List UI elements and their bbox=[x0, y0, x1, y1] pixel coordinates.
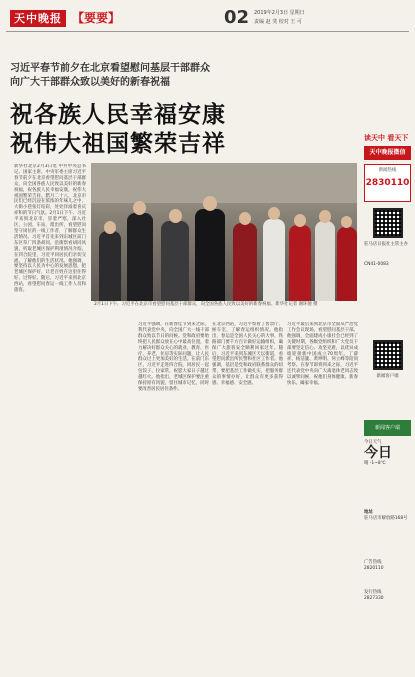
weather-label: 今日天气 bbox=[364, 440, 382, 445]
editor-credits: 责编 赵 斐 校对 王 可 bbox=[254, 19, 302, 25]
photo-figure-head bbox=[203, 196, 217, 211]
photo-figure bbox=[315, 221, 335, 301]
issn-number: CN41-0083 bbox=[364, 262, 389, 267]
masthead bbox=[6, 6, 409, 32]
photo-figure-head bbox=[104, 221, 116, 234]
sidebar bbox=[364, 40, 411, 670]
subhead-line: 习近平春节前夕在北京看望慰问基层干部群众 bbox=[10, 63, 210, 74]
subscribe-number: 2827330 bbox=[364, 596, 384, 601]
app-qr-code[interactable] bbox=[373, 340, 403, 370]
ad-phone-box bbox=[364, 560, 411, 572]
weather-temp: 晴 -1~8℃ bbox=[364, 461, 386, 466]
address-box bbox=[364, 510, 411, 522]
article-column: 新华社北京2月3日电 中共中央总书记、国家主席、中央军委主席习近平春节前夕在北京看望慰问基层干部群众，向全国各族人民致以美好的新春祝福，祝各族人民幸福安康，祝伟大祖国繁荣吉祥。腊月二十八，北京市民们已经沉浸在浓浓的年味儿之中，大街小巷张灯结彩，处处洋溢着喜庆祥和的节日气氛。2月1日下午，习近平来到北京市，冒着严寒，深入社区、公园、车站、派出所，看望慰问坚守岗位的一线工作者，了解群众生活情况。习近平首先来到东城区前门东区草厂四条胡同，沿街察看胡同风貌，听取老城区保护利用情况介绍。在四合院里，习近平同居民们亲切交流，了解他们的生活状况。他强调，要坚持以人民为中心的发展思想，把老城区保护好，让老百姓在这里住得好、过得好。随后，习近平来到北京西站，看望慰问春运一线工作人员和旅客。 bbox=[14, 164, 86, 294]
weather-day: 今日 bbox=[364, 445, 392, 461]
photo-figure bbox=[263, 219, 285, 301]
subhead-line: 向广大干部群众致以美好的新春祝福 bbox=[10, 77, 170, 88]
hotline-label: 新闻热线 bbox=[378, 168, 397, 173]
subscribe-box bbox=[364, 590, 411, 602]
news-photo bbox=[91, 163, 357, 301]
photo-figure bbox=[99, 231, 121, 301]
address-title: 地址 bbox=[364, 510, 373, 515]
headline-line: 祝各族人民幸福安康 bbox=[10, 102, 226, 128]
photo-figure-head bbox=[268, 207, 280, 220]
article-column: 在北京西站，习近平察看了售票厅、候车室，了解春运组织情况。他指出，春运是全国人民关心的大事，铁路部门要千方百计做好运输组织，确保广大旅客安全顺利回家过年。随后，习近平来到东城区天坛街道，看望慰问派出所民警和社区工作者。他强调，基层是党和政府联系群众的纽带，要把基层工作做扎实，把服务群众的事情办好，让群众有更多获得感、幸福感、安全感。 bbox=[212, 322, 283, 387]
headline-line: 祝伟大祖国繁荣吉祥 bbox=[10, 131, 226, 157]
photo-figure bbox=[289, 225, 311, 301]
photo-figure-head bbox=[239, 212, 251, 225]
photo-figure-head bbox=[341, 216, 352, 228]
sidebar-banner: 天中晚报微信 bbox=[364, 146, 411, 160]
photo-figure bbox=[233, 223, 257, 301]
photo-figure bbox=[127, 213, 153, 301]
article-column: 习近平最后来到北京市全面从严治党工作会议现场，看望慰问基层干部。他强调，全面建成小康社会已经到了关键时期，各级党组织和广大党员干部要坚定信心、攻坚克难，以优异成绩迎接新中国成立70周年。丁薛祥、杨洁篪、黄坤明、何立峰等陪同考察。在春节即将到来之际，习近平还代表党中央向广大离退休老同志致以诚挚问候，祝他们身体健康、新春快乐、阖家幸福。 bbox=[287, 322, 358, 387]
address-text: 驻马店市解放路168号 bbox=[364, 516, 408, 521]
app-label: 新闻客户端 bbox=[376, 374, 399, 379]
weather-box bbox=[364, 440, 411, 467]
photo-figure bbox=[337, 227, 357, 301]
article-headline bbox=[10, 101, 295, 159]
newspaper-logo: 天中晚报 bbox=[10, 10, 66, 27]
green-ad-banner[interactable]: 新闻客户端 bbox=[364, 420, 411, 436]
hotline-box bbox=[364, 164, 411, 202]
photo-figure bbox=[195, 209, 225, 301]
qr-code[interactable] bbox=[373, 208, 403, 238]
section-label: 【要要】 bbox=[72, 11, 121, 25]
article-column: 习近平强调，在新春佳节到来之际，我代表党中央，向全国广大一线干部群众致以节日的问候。党和政府要始终把人民群众放在心中最高位置，着力解决好群众关心的就业、教育、医疗、养老、住房等实际问题，让人民群众过上更加美好的生活。在前门东区，习近平走进四合院，同居民一起包饺子、拉家常，祝愿大家日子越过越红火。他指出，老城区保护要注重保持原有风貌，留住城市记忆，同时要改善居民居住条件。 bbox=[138, 322, 209, 392]
publisher-info: 驻马店日报社主管主办 bbox=[364, 242, 408, 247]
brand-slogan: 读天中 看天下 bbox=[364, 134, 409, 142]
photo-figure-head bbox=[169, 209, 182, 223]
hotline-number: 2830110 bbox=[365, 178, 410, 188]
photo-figure-head bbox=[319, 210, 331, 223]
article-subhead bbox=[10, 62, 295, 90]
photo-figure-head bbox=[133, 201, 146, 215]
ad-phone-label: 广告热线 bbox=[364, 560, 382, 565]
photo-figure-head bbox=[294, 214, 306, 227]
ad-phone-number: 2820110 bbox=[364, 566, 384, 571]
photo-caption: 2月1日下午，习近平在北京市看望慰问基层干部群众，向全国各族人民致以美好的新春祝福。新华社记者 谢环驰 摄 bbox=[94, 302, 318, 307]
page-number: 02 bbox=[224, 7, 250, 28]
sidebar-brand bbox=[364, 134, 411, 143]
photo-figure bbox=[161, 221, 189, 301]
issue-date: 2019年2月3日 星期日 bbox=[254, 10, 305, 16]
subscribe-label: 发行热线 bbox=[364, 590, 382, 595]
